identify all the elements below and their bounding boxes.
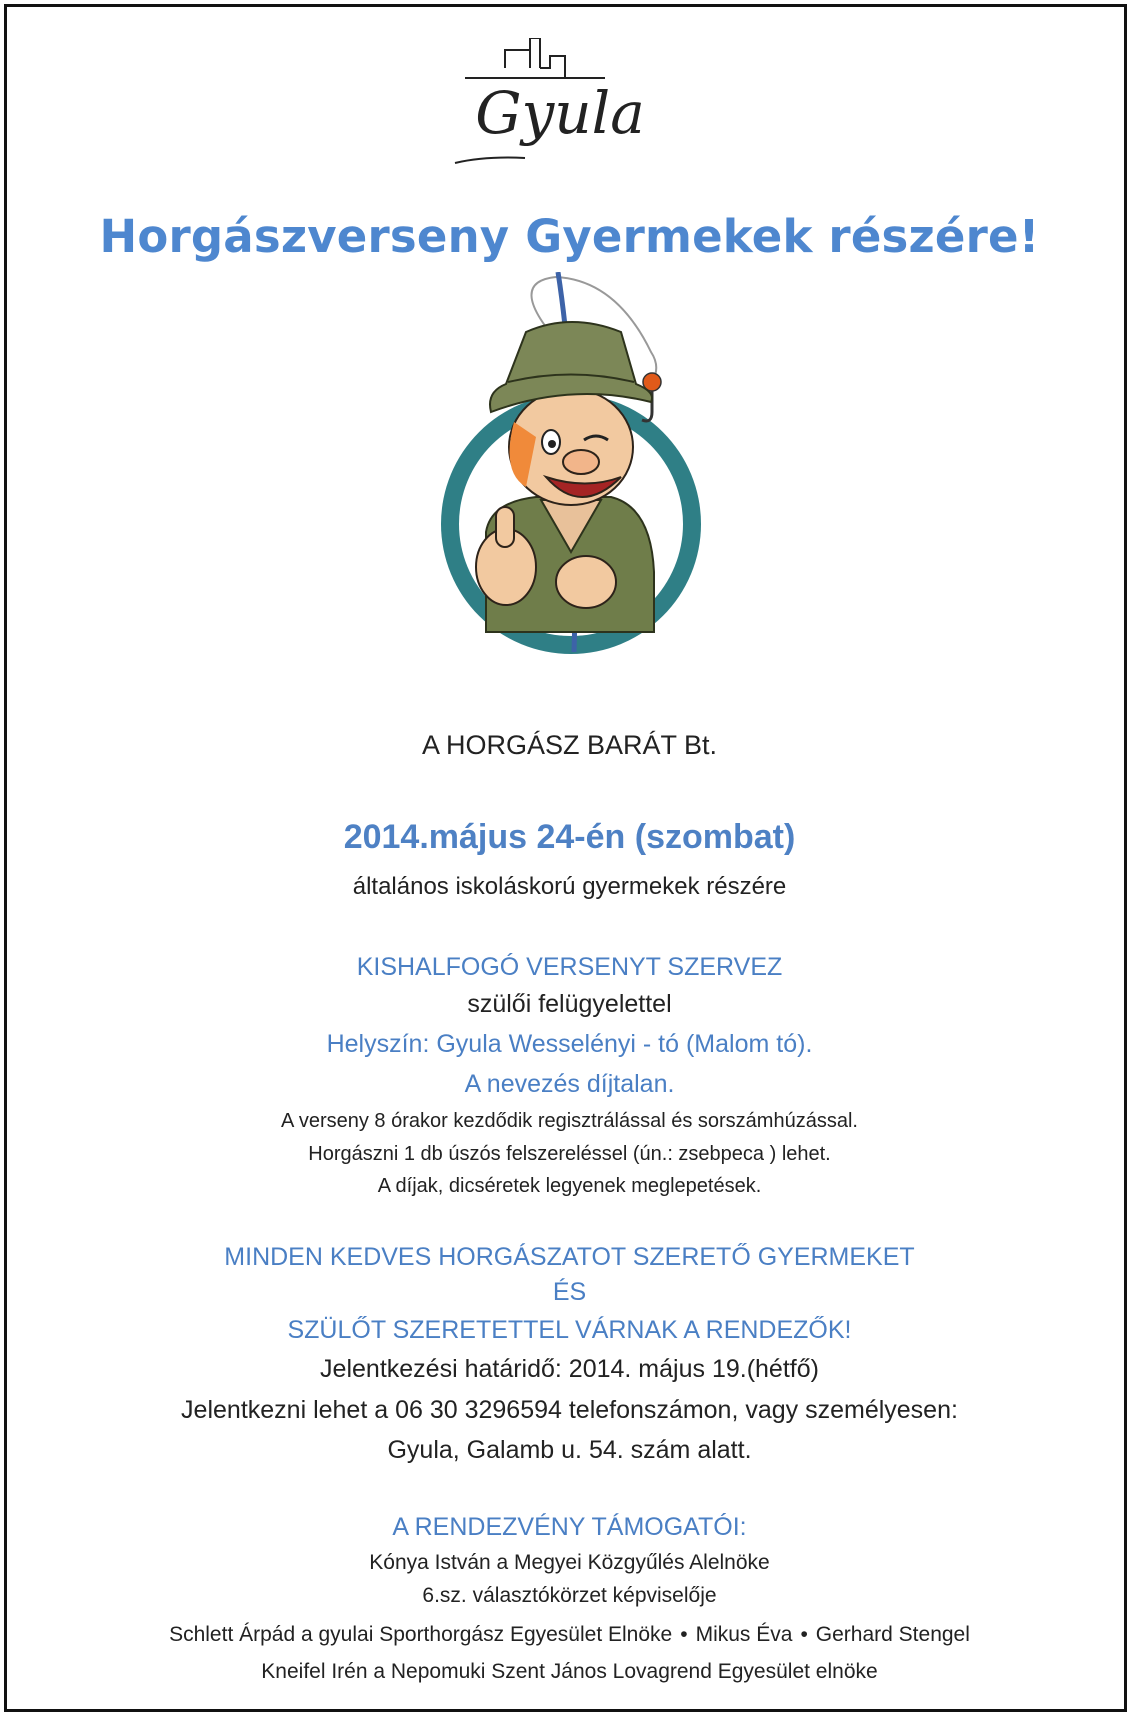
sponsor-name: Schlett Árpád a gyulai Sporthorgász Egyesület Elnöke [169,1623,673,1646]
deadline-text: Jelentkezési határidő: 2014. május 19.(hétfő) [320,1355,819,1383]
gyula-logo [445,38,680,183]
venue-text: Helyszín: Gyula Wesselényi - tó (Malom tó). [326,1030,813,1058]
rule-line: Horgászni 1 db úszós felszereléssel (ún.: zsebpeca ) lehet. [308,1143,831,1165]
audience-text: általános iskoláskorú gyermekek részére [352,873,787,900]
sponsors-heading: A RENDEZVÉNY TÁMOGATÓI: [392,1513,747,1541]
organizes-heading: KISHALFOGÓ VERSENYT SZERVEZ [356,953,783,981]
contact-text: Jelentkezni lehet a 06 30 3296594 telefonszámon, vagy személyesen: [181,1396,958,1424]
sponsor-name: Gerhard Stengel [815,1623,970,1646]
invite-line-3: SZÜLŐT SZERETETTEL VÁRNAK A RENDEZŐK! [287,1316,852,1344]
event-date: 2014.május 24-én (szombat) [343,818,796,856]
sponsor-line-multi [0,1623,1139,1647]
page-title: Horgászverseny Gyermekek részére! [99,210,1040,263]
logo-text: Gyula [475,79,645,147]
fisherman-illustration [396,272,736,712]
invite-line-2: ÉS [552,1278,587,1306]
supervision-text: szülői felügyelettel [467,990,672,1018]
sponsor-line: 6.sz. választókörzet képviselője [422,1584,717,1607]
sponsor-name: Mikus Éva [695,1623,793,1646]
sponsor-line: Kónya István a Megyei Közgyűlés Alelnöke [369,1551,770,1574]
bullet-icon: • [800,1623,808,1646]
bullet-icon: • [680,1623,688,1646]
rule-line: A díjak, dicséretek legyenek meglepetések. [377,1175,762,1197]
rule-line: A verseny 8 órakor kezdődik regisztrálással és sorszámhúzással. [281,1110,858,1132]
sponsor-line: Kneifel Irén a Nepomuki Szent János Lovagrend Egyesület elnöke [261,1660,878,1683]
address-text: Gyula, Galamb u. 54. szám alatt. [387,1436,752,1464]
invite-line-1: MINDEN KEDVES HORGÁSZATOT SZERETŐ GYERMEKET [224,1243,915,1271]
company-name: A HORGÁSZ BARÁT Bt. [421,730,718,760]
entry-fee-text: A nevezés díjtalan. [464,1070,675,1098]
